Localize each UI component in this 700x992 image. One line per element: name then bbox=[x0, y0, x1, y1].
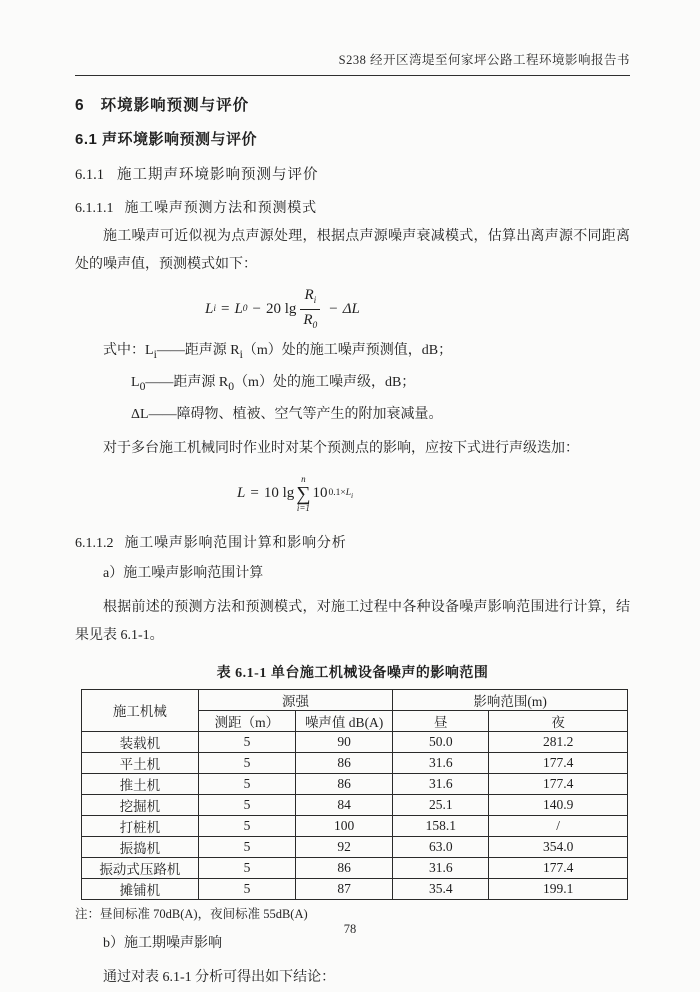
formula-term: ΔL bbox=[342, 300, 360, 317]
table-cell: 5 bbox=[198, 773, 295, 794]
legend-symbol: L bbox=[131, 374, 140, 390]
table-title: 表 6.1-1 单台施工机械设备噪声的影响范围 bbox=[216, 665, 489, 681]
column-header-distance: 测距（m） bbox=[198, 710, 295, 731]
formula-subscript: i bbox=[213, 304, 216, 314]
formula-operator: − bbox=[329, 300, 338, 317]
formula-term: L bbox=[237, 485, 246, 502]
page-header-title: S238 经开区湾堤至何家坪公路工程环境影响报告书 bbox=[75, 50, 630, 76]
table-cell: 63.0 bbox=[393, 836, 489, 857]
table-body bbox=[82, 731, 628, 899]
legend-lead: 式中： bbox=[103, 343, 145, 358]
legend-dash: —— bbox=[156, 343, 185, 358]
legend-subscript: 0 bbox=[228, 379, 235, 393]
table-row bbox=[82, 815, 628, 836]
heading-chapter-6 bbox=[75, 93, 630, 115]
table-cell: 177.4 bbox=[489, 857, 628, 878]
table-cell: 177.4 bbox=[489, 773, 628, 794]
heading-6-1-1-2 bbox=[75, 532, 630, 552]
table-cell: 打桩机 bbox=[82, 815, 199, 836]
formula-fraction bbox=[300, 286, 320, 333]
noise-impact-table bbox=[81, 689, 628, 900]
table-cell: 31.6 bbox=[393, 857, 489, 878]
legend-line-li bbox=[75, 337, 630, 369]
table-cell: 86 bbox=[296, 857, 393, 878]
table-cell: 87 bbox=[296, 878, 393, 899]
table-cell: 25.1 bbox=[393, 794, 489, 815]
list-item-a: a）施工噪声影响范围计算 bbox=[103, 565, 264, 581]
table-cell: 5 bbox=[198, 731, 295, 752]
formula-coefficient: 10 lg bbox=[263, 485, 295, 502]
heading-number: 6 bbox=[75, 97, 85, 114]
paragraph-conclusion-intro: 通过对表 6.1-1 分析可得出如下结论： bbox=[103, 969, 336, 985]
formula-subscript: i bbox=[313, 295, 317, 306]
heading-number: 6.1.1.1 bbox=[75, 201, 114, 216]
formula-coefficient: 20 lg bbox=[266, 300, 297, 317]
table-cell: 5 bbox=[198, 752, 295, 773]
heading-6-1-1-1 bbox=[75, 197, 630, 217]
legend-text: （m）处的施工噪声级，dB； bbox=[234, 374, 416, 390]
table-cell: 31.6 bbox=[393, 773, 489, 794]
paragraph-superposition-intro: 对于多台施工机械同时作业时对某个预测点的影响，应按下式进行声级迭加： bbox=[103, 440, 579, 456]
heading-6-1-1 bbox=[75, 163, 630, 184]
formula-term: R bbox=[304, 286, 314, 303]
table-cell: 31.6 bbox=[393, 752, 489, 773]
formula-term: L bbox=[205, 300, 214, 317]
table-cell: 281.2 bbox=[489, 731, 628, 752]
table-cell: 354.0 bbox=[489, 836, 628, 857]
table-row bbox=[82, 773, 628, 794]
heading-number: 6.1.1.2 bbox=[75, 535, 114, 551]
table-cell: 挖掘机 bbox=[82, 794, 199, 815]
table-row bbox=[82, 836, 628, 857]
table-cell: 158.1 bbox=[393, 815, 489, 836]
table-row bbox=[82, 878, 628, 899]
heading-text: 施工期声环境影响预测与评价 bbox=[117, 167, 319, 183]
legend-text: 距声源 R bbox=[173, 374, 229, 390]
table-cell: 35.4 bbox=[393, 878, 489, 899]
table-cell: 5 bbox=[198, 836, 295, 857]
legend-dash: —— bbox=[148, 406, 177, 422]
heading-text: 环境影响预测与评价 bbox=[100, 97, 250, 114]
heading-number: 6.1.1 bbox=[75, 167, 104, 183]
legend-text: 距声源 R bbox=[184, 343, 240, 358]
table-cell: 86 bbox=[296, 752, 393, 773]
formula-summation bbox=[296, 475, 310, 513]
heading-text: 施工噪声预测方法和预测模式 bbox=[124, 201, 317, 216]
page-number: 78 bbox=[343, 922, 357, 936]
paragraph-noise-model-intro: 施工噪声可近似视为点声源处理，根据点声源噪声衰减模式，估算出离声源不同距离处的噪声值，预测模式如下： bbox=[75, 229, 630, 272]
table-cell: 5 bbox=[198, 815, 295, 836]
table-cell: 5 bbox=[198, 857, 295, 878]
formula-term: R bbox=[303, 311, 313, 328]
summation-upper-limit: n bbox=[301, 473, 306, 484]
legend-text: 障碍物、植被、空气等产生的附加衰减量。 bbox=[176, 406, 443, 422]
legend-subscript: i bbox=[153, 347, 157, 361]
table-row bbox=[82, 731, 628, 752]
table-cell: 摊铺机 bbox=[82, 878, 199, 899]
table-cell: 平土机 bbox=[82, 752, 199, 773]
table-cell: 92 bbox=[296, 836, 393, 857]
table-cell: 199.1 bbox=[489, 878, 628, 899]
table-cell: 100 bbox=[296, 815, 393, 836]
column-header-day: 昼 bbox=[393, 710, 489, 731]
heading-text: 施工噪声影响范围计算和影响分析 bbox=[124, 535, 347, 551]
table-cell: 140.9 bbox=[489, 794, 628, 815]
table-cell: 90 bbox=[296, 731, 393, 752]
formula-legend bbox=[75, 337, 630, 429]
table-row bbox=[82, 857, 628, 878]
table-cell: 50.0 bbox=[393, 731, 489, 752]
column-header-night: 夜 bbox=[489, 710, 628, 731]
exponent-head: 0.1× bbox=[328, 487, 346, 498]
formula-level-superposition bbox=[237, 469, 630, 519]
table-cell: 振捣机 bbox=[82, 836, 199, 857]
formula-operator: − bbox=[252, 300, 262, 317]
list-item-b: b）施工期噪声影响 bbox=[103, 935, 222, 951]
table-cell: 84 bbox=[296, 794, 393, 815]
table-cell: 5 bbox=[198, 878, 295, 899]
column-group-impact-range: 影响范围(m) bbox=[393, 689, 628, 710]
exponent-subscript: i bbox=[351, 490, 354, 500]
legend-dash: —— bbox=[145, 374, 174, 390]
paragraph-calculation-result: 根据前述的预测方法和预测模式，对施工过程中各种设备噪声影响范围进行计算，结果见表 6.1-1。 bbox=[75, 599, 630, 643]
legend-subscript: 0 bbox=[139, 379, 146, 393]
formula-base: 10 bbox=[312, 485, 328, 502]
legend-line-delta bbox=[75, 401, 630, 429]
column-header-machine: 施工机械 bbox=[82, 689, 199, 731]
summation-symbol: ∑ bbox=[296, 482, 311, 505]
table-cell: 177.4 bbox=[489, 752, 628, 773]
formula-exponent bbox=[329, 488, 354, 500]
table-cell: / bbox=[489, 815, 628, 836]
legend-text: （m）处的施工噪声预测值，dB； bbox=[242, 343, 453, 358]
table-cell: 装载机 bbox=[82, 731, 199, 752]
legend-symbol: L bbox=[145, 343, 154, 358]
formula-operator: = bbox=[220, 300, 230, 317]
legend-symbol: ΔL bbox=[131, 406, 149, 422]
legend-subscript: i bbox=[239, 347, 243, 361]
formula-point-source-attenuation bbox=[205, 287, 630, 331]
table-cell: 86 bbox=[296, 773, 393, 794]
column-header-noise-value: 噪声值 dB(A) bbox=[296, 710, 393, 731]
formula-subscript: 0 bbox=[312, 320, 318, 331]
formula-operator: = bbox=[250, 485, 259, 502]
heading-6-1: 6.1 声环境影响预测与评价 bbox=[75, 131, 258, 148]
summation-lower-limit: i=1 bbox=[296, 502, 310, 513]
table-note: 注：昼间标准 70dB(A)，夜间标准 55dB(A) bbox=[75, 906, 308, 921]
exponent-variable: L bbox=[345, 487, 352, 498]
table-cell: 振动式压路机 bbox=[82, 857, 199, 878]
table-row bbox=[82, 752, 628, 773]
formula-term: L bbox=[234, 300, 243, 317]
formula-subscript: 0 bbox=[242, 304, 248, 314]
table-row bbox=[82, 794, 628, 815]
column-group-source-strength: 源强 bbox=[198, 689, 392, 710]
table-cell: 5 bbox=[198, 794, 295, 815]
legend-line-l0 bbox=[75, 369, 630, 401]
table-cell: 推土机 bbox=[82, 773, 199, 794]
table-header-row bbox=[82, 689, 628, 710]
